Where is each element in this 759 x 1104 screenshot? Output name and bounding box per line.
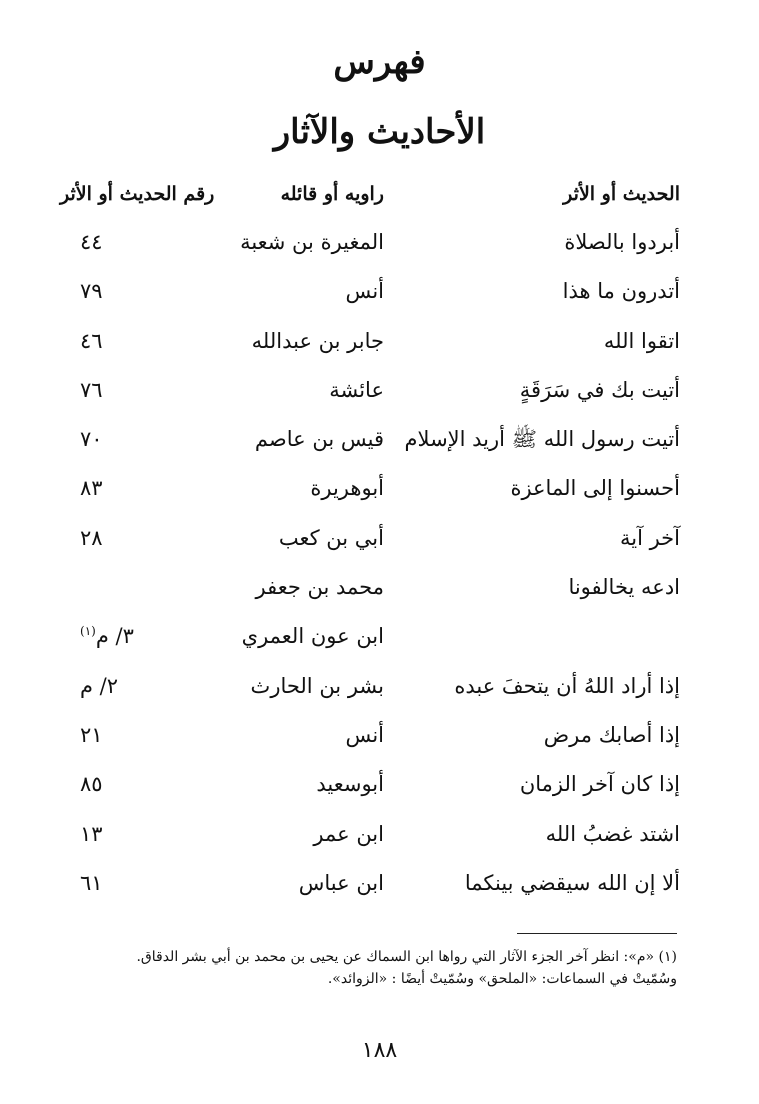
hadith-number — [80, 218, 200, 266]
table-header-row — [60, 170, 680, 218]
hadith-number-text: ٤٦ — [80, 328, 103, 353]
table-row — [60, 514, 680, 563]
hadith-text: اشتد غضبُ الله — [545, 821, 680, 846]
hadith-number — [80, 464, 200, 512]
hadith-text: أبردوا بالصلاة — [564, 230, 680, 254]
hadith-text: أتدرون ما هذا — [562, 279, 680, 304]
hadith-number-text: ٦١ — [80, 870, 103, 895]
table-row — [60, 859, 680, 908]
table-row — [60, 218, 680, 267]
hadith-number — [80, 662, 200, 710]
footnote-line: وسُمّيتْ في السماعات: «الملحق» وسُمّيتْ أيضًا : «الزوائد». — [327, 971, 677, 987]
hadith-number-text: ٢١ — [80, 722, 103, 747]
footnote-line: (١) «م»: انظر آخر الجزء الآثار التي رواها ابن السماك عن يحيى بن محمد بن أبي بشر الدقاق. — [136, 949, 677, 965]
table-body — [60, 218, 680, 908]
hadith-number — [80, 810, 200, 858]
hadith-number-text: ٢٨ — [80, 525, 103, 550]
narrator-name: قيس بن عاصم — [254, 427, 384, 452]
hadith-number-text: ٧٩ — [80, 279, 103, 304]
hadith-text: أحسنوا إلى الماعزة — [510, 476, 680, 501]
hadith-number-text: ١٣ — [80, 821, 103, 846]
hadith-number — [80, 267, 200, 315]
narrator-name: جابر بن عبدالله — [251, 328, 384, 353]
footnote — [77, 946, 677, 990]
table-row — [60, 711, 680, 760]
narrator-name: ابن عباس — [298, 870, 384, 895]
hadith-number-text: ٧٦ — [80, 377, 103, 402]
header-number: رقم الحديث أو الأثر — [60, 183, 215, 205]
table-row — [60, 464, 680, 513]
table-row — [60, 662, 680, 711]
narrator-name: بشر بن الحارث — [250, 673, 384, 698]
table-row — [60, 612, 680, 661]
hadith-number — [80, 859, 200, 907]
hadith-number-text: ٨٥ — [80, 772, 103, 797]
table-row — [60, 267, 680, 316]
hadith-text: ألا إن الله سيقضي بينكما — [464, 870, 680, 895]
narrator-name: أبي بن كعب — [278, 525, 384, 550]
hadith-number-text: ٨٣ — [80, 476, 103, 501]
index-table — [60, 170, 680, 908]
hadith-number — [80, 415, 200, 463]
narrator-name: أنس — [345, 279, 384, 304]
table-row — [60, 317, 680, 366]
section-title: الأحاديث والآثار — [273, 112, 486, 152]
hadith-number-text: ٣/ م — [95, 624, 134, 649]
hadith-text: ادعه يخالفونا — [568, 575, 680, 600]
hadith-text: أتيت رسول الله ﷺ أريد الإسلام — [404, 427, 680, 452]
narrator-name: أبوهريرة — [310, 476, 384, 501]
narrator-name: أبوسعيد — [316, 772, 384, 797]
table-row — [60, 810, 680, 859]
narrator-name: المغيرة بن شعبة — [240, 230, 384, 254]
hadith-number — [80, 514, 200, 562]
hadith-number — [80, 612, 200, 660]
narrator-name: محمد بن جعفر — [255, 575, 384, 600]
header-narrator: راويه أو قائله — [280, 183, 384, 205]
hadith-text: إذا كان آخر الزمان — [519, 772, 680, 797]
hadith-number-text: ٧٠ — [80, 427, 103, 452]
page-number: ١٨٨ — [361, 1038, 398, 1063]
table-row — [60, 415, 680, 464]
page-title: فهرس — [333, 42, 426, 82]
hadith-text: أتيت بك في سَرَقَةٍ — [519, 377, 680, 402]
hadith-number-text: ٢/ م — [80, 673, 119, 698]
hadith-text: اتقوا الله — [603, 328, 680, 353]
hadith-text: آخر آية — [619, 525, 680, 550]
table-row — [60, 366, 680, 415]
hadith-text: إذا أصابك مرض — [543, 722, 680, 747]
narrator-name: أنس — [345, 722, 384, 747]
table-row — [60, 760, 680, 809]
hadith-number — [80, 317, 200, 365]
hadith-number — [80, 711, 200, 759]
narrator-name: عائشة — [329, 377, 384, 402]
footnote-reference: (١) — [80, 624, 96, 639]
narrator-name: ابن عون العمري — [241, 624, 384, 649]
header-hadith: الحديث أو الأثر — [563, 183, 680, 205]
narrator-name: ابن عمر — [313, 821, 384, 846]
hadith-number — [80, 366, 200, 414]
table-row — [60, 563, 680, 612]
footnote-divider — [517, 933, 677, 934]
hadith-text: إذا أراد اللهُ أن يتحفَ عبده — [454, 673, 680, 698]
hadith-number — [80, 760, 200, 808]
hadith-number-text: ٤٤ — [80, 230, 103, 254]
